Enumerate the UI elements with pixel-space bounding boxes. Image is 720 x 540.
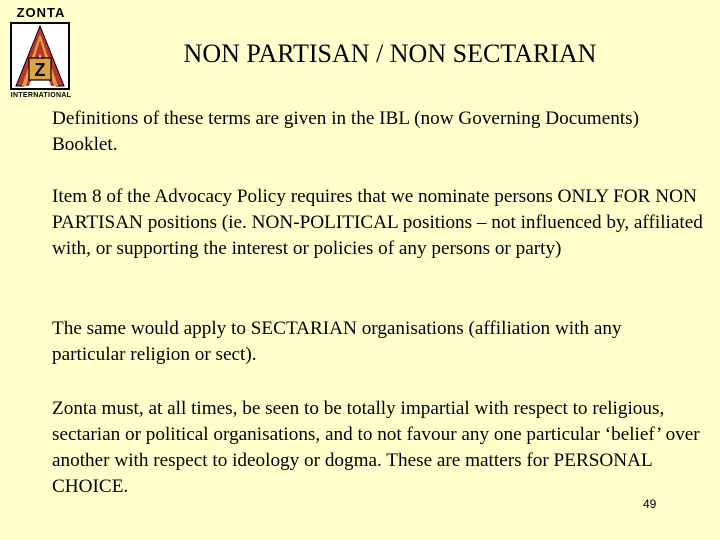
paragraph-sectarian: The same would apply to SECTARIAN organisations (affiliation with any particular religion or sect). (52, 318, 622, 365)
logo-bottom-text: INTERNATIONAL (10, 92, 72, 99)
slide-title: NON PARTISAN / NON SECTARIAN (183, 39, 597, 68)
zonta-logo (6, 6, 76, 100)
paragraph-advocacy-policy: Item 8 of the Advocacy Policy requires that we nominate persons ONLY FOR NON PARTISAN positions (ie. NON-POLITICAL positions – not influenced by, affiliated with, or supporting the interest or policies of any persons or party) (52, 186, 703, 259)
paragraph-impartiality: Zonta must, at all times, be seen to be totally impartial with respect to religious, sectarian or political organisations, and to not favour any one particular ‘belief’ over another with respect to ideology or dogma. These are matters for PERSONAL CHOICE. (52, 398, 700, 497)
zonta-emblem-icon (10, 22, 70, 90)
logo-top-text: ZONTA (16, 5, 66, 20)
logo-emblem-letter: Z (34, 60, 46, 80)
paragraph-definitions: Definitions of these terms are given in the IBL (now Governing Documents) Booklet. (52, 108, 640, 155)
page-number: 49 (643, 497, 657, 511)
